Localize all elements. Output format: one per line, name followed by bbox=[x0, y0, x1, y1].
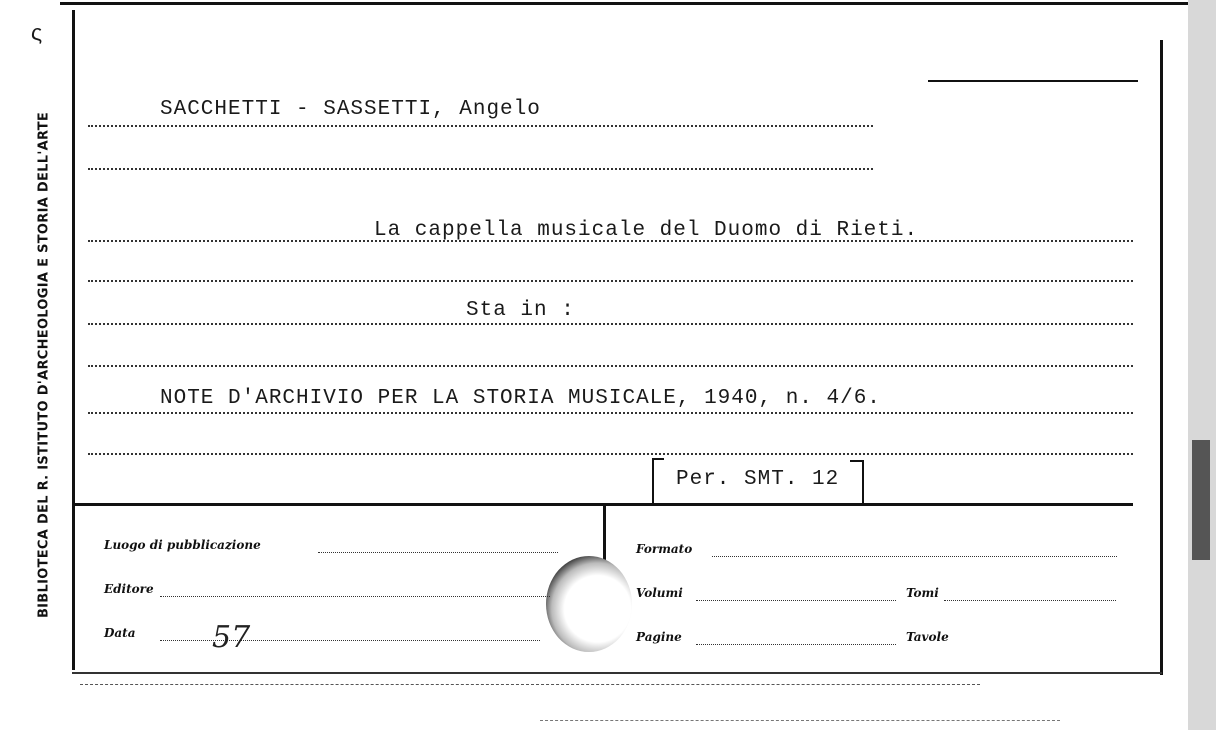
tomes-label: Tomi bbox=[906, 586, 939, 600]
header-rule bbox=[928, 80, 1138, 82]
box-left bbox=[652, 458, 654, 504]
date-handwritten: 57 bbox=[212, 620, 251, 655]
work-title: La cappella musicale del Duomo di Rieti. bbox=[374, 219, 919, 242]
contained-in-label: Sta in : bbox=[466, 299, 575, 322]
card-left-border bbox=[72, 10, 75, 670]
volumes-field bbox=[696, 600, 896, 601]
tomes-field bbox=[944, 600, 1116, 601]
format-field bbox=[712, 556, 1117, 557]
plates-label: Tavole bbox=[906, 630, 949, 644]
author-heading: SACCHETTI - SASSETTI, Angelo bbox=[160, 98, 541, 121]
corner-mark: ς bbox=[30, 22, 45, 47]
punch-hole bbox=[546, 556, 632, 652]
scan-edge bbox=[1188, 0, 1216, 730]
institution-stamp: BIBLIOTECA DEL R. ISTITUTO D'ARCHEOLOGIA E STORIA DELL'ARTE bbox=[36, 111, 52, 619]
date-label: Data bbox=[104, 626, 136, 640]
place-label: Luogo di pubblicazione bbox=[104, 538, 261, 552]
scan-edge-dark bbox=[1192, 440, 1210, 560]
box-right bbox=[862, 460, 864, 504]
rule-line bbox=[88, 125, 873, 127]
place-field bbox=[318, 552, 558, 553]
scan-artifact-line bbox=[540, 720, 1060, 721]
pages-label: Pagine bbox=[636, 630, 682, 644]
call-number-box bbox=[652, 458, 864, 506]
source-citation: NOTE D'ARCHIVIO PER LA STORIA MUSICALE, 1940, n. 4/6. bbox=[160, 387, 881, 410]
rule-line bbox=[88, 412, 1133, 414]
center-stem bbox=[603, 506, 606, 566]
format-label: Formato bbox=[636, 542, 693, 556]
scan-artifact-line bbox=[80, 684, 980, 685]
rule-line bbox=[88, 453, 1133, 455]
rule-line bbox=[88, 323, 1133, 325]
card-right-border bbox=[1160, 40, 1163, 675]
rule-line bbox=[88, 168, 873, 170]
card-top-border bbox=[60, 2, 1190, 5]
publisher-field bbox=[160, 596, 550, 597]
box-top-left bbox=[652, 458, 664, 460]
rule-line bbox=[88, 365, 1133, 367]
call-number: Per. SMT. 12 bbox=[676, 468, 840, 491]
pages-field bbox=[696, 644, 896, 645]
card-bottom-border bbox=[72, 672, 1162, 674]
rule-line bbox=[88, 280, 1133, 282]
volumes-label: Volumi bbox=[636, 586, 683, 600]
publisher-label: Editore bbox=[104, 582, 154, 596]
box-top-right bbox=[850, 460, 864, 462]
